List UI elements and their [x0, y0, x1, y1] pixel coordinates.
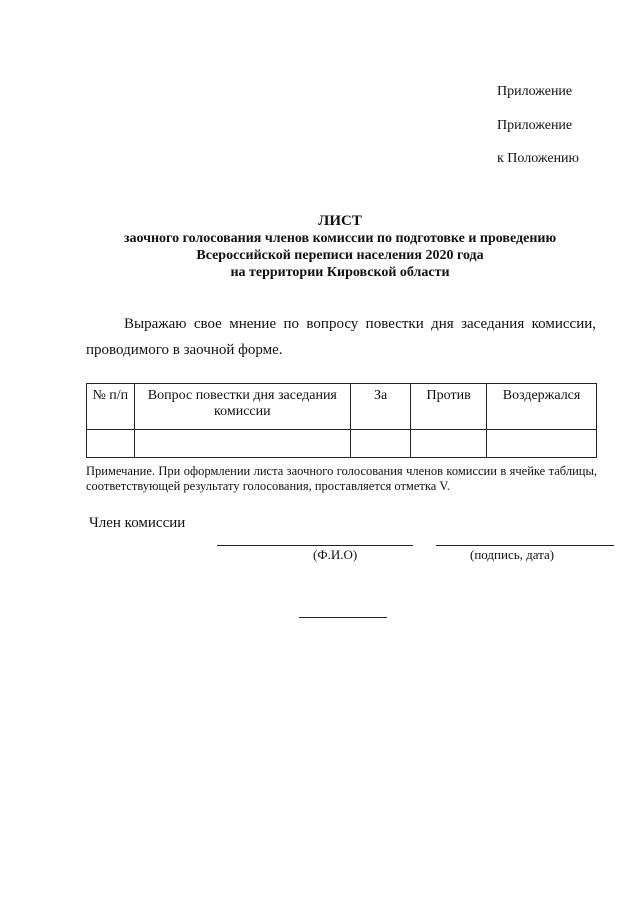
title-line-2: Всероссийской переписи населения 2020 года — [196, 248, 484, 263]
header-against: Против — [411, 384, 487, 430]
cell-abstained[interactable] — [487, 430, 597, 458]
title-line-3: на территории Кировской области — [230, 265, 450, 280]
header-for: За — [351, 384, 411, 430]
closing-divider — [299, 617, 387, 618]
opinion-paragraph-line-2: проводимого в заочной форме. — [86, 342, 283, 358]
table-row — [87, 430, 597, 458]
signature-caption: (подпись, дата) — [470, 547, 555, 562]
title-main: ЛИСТ — [318, 213, 362, 229]
member-label: Член комиссии — [89, 515, 186, 531]
opinion-paragraph-line-1: Выражаю свое мнение по вопросу повестки дня заседания комиссии, — [124, 316, 596, 332]
signature-line[interactable] — [436, 545, 614, 546]
fio-line[interactable] — [217, 545, 413, 546]
cell-question[interactable] — [134, 430, 350, 458]
cell-num[interactable] — [87, 430, 135, 458]
table-note: Примечание. При оформлении листа заочного голосования членов комиссии в ячейке таблицы, соответствующей результату голосования, проставляется отметка V. — [86, 464, 597, 493]
header-question: Вопрос повестки дня заседания комиссии — [134, 384, 350, 430]
cell-against[interactable] — [411, 430, 487, 458]
appendix-line-2: Приложение — [497, 118, 573, 133]
header-num: № п/п — [87, 384, 135, 430]
fio-caption: (Ф.И.О) — [313, 547, 358, 562]
appendix-line-1: Приложение — [497, 84, 573, 99]
title-line-1: заочного голосования членов комиссии по подготовке и проведению — [123, 231, 557, 246]
header-abstained: Воздержался — [487, 384, 597, 430]
voting-table — [86, 383, 597, 458]
table-header-row — [87, 384, 597, 430]
cell-for[interactable] — [351, 430, 411, 458]
document-title — [60, 213, 620, 281]
appendix-line-3: к Положению — [497, 151, 580, 166]
